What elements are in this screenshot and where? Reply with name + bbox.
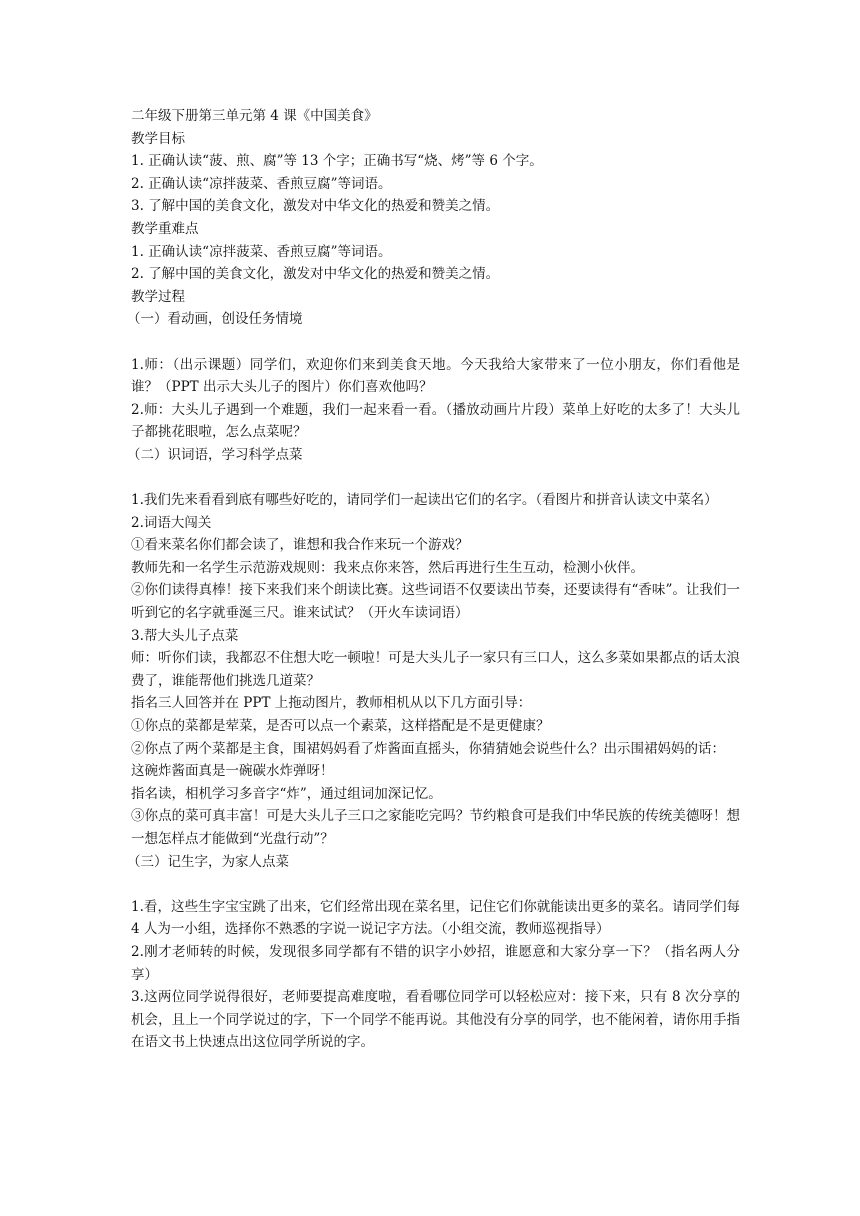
blank-line <box>131 467 740 490</box>
paragraph: 教师先和一名学生示范游戏规则：我来点你来答，然后再进行生生互动，检测小伙伴。 <box>131 559 644 576</box>
paragraph: 1.师：（出示课题）同学们，欢迎你们来到美食天地。今天我给大家带来了一位小朋友，你们看他是谁？（PPT 出示大头儿子的图片）你们喜欢他吗？ <box>131 356 740 396</box>
section-2-title: （二）识词语，学习科学点菜 <box>127 446 303 463</box>
section-3-title: （三）记生字，为家人点菜 <box>127 853 289 870</box>
heading-teaching-process: 教学过程 <box>131 288 185 305</box>
heading-teaching-goals: 教学目标 <box>131 130 185 147</box>
paragraph: ①你点的菜都是荤菜，是否可以点一个素菜，这样搭配是不是更健康？ <box>131 718 550 735</box>
paragraph: 师：听你们读，我都忍不住想大吃一顿啦！可是大头儿子一家只有三口人，这么多菜如果都点的话太浪费了，谁能帮他们挑选几道菜？ <box>131 650 740 689</box>
paragraph: 2.词语大闯关 <box>131 514 212 531</box>
key-point-item: 1. 正确认读“凉拌菠菜、香煎豆腐”等词语。 <box>131 243 392 260</box>
paragraph: 指名三人回答并在 PPT 上拖动图片，教师相机从以下几方面引导： <box>131 695 532 712</box>
paragraph: ①看来菜名你们都会读了，谁想和我合作来玩一个游戏？ <box>131 537 469 554</box>
paragraph: 3.帮大头儿子点菜 <box>131 627 239 644</box>
heading-key-points: 教学重难点 <box>131 220 199 237</box>
paragraph: ②你点了两个菜都是主食，围裙妈妈看了炸酱面直摇头，你猜猜她会说些什么？出示围裙妈妈的话： <box>131 740 725 757</box>
paragraph: 2.师：大头儿子遇到一个难题，我们一起来看一看。（播放动画片片段）菜单上好吃的太多了！大头儿子都挑花眼啦，怎么点菜呢？ <box>131 401 740 441</box>
document-page <box>127 105 740 1054</box>
goal-item: 2. 正确认读“凉拌菠菜、香煎豆腐”等词语。 <box>131 175 392 192</box>
paragraph: 指名读，相机学习多音字“炸”，通过组词加深记忆。 <box>131 785 442 802</box>
paragraph: 1.看，这些生字宝宝跳了出来，它们经常出现在菜名里，记住它们你就能读出更多的菜名。请同学们每 4 人为一小组，选择你不熟悉的字说一说记字方法。（小组交流，教师巡视指导） <box>131 898 740 938</box>
paragraph: ③你点的菜可真丰富！可是大头儿子三口之家能吃完吗？节约粮食可是我们中华民族的传统美德呀！想一想怎样点才能做到“光盘行动”？ <box>131 808 740 847</box>
paragraph: 1.我们先来看看到底有哪些好吃的，请同学们一起读出它们的名字。（看图片和拼音认读文中菜名） <box>131 492 718 509</box>
key-point-item: 2. 了解中国的美食文化，激发对中华文化的热爱和赞美之情。 <box>131 266 500 283</box>
paragraph: ②你们读得真棒！接下来我们来个朗读比赛。这些词语不仅要读出节奏，还要读得有“香味”。让我们一听到它的名字就垂涎三尺。谁来试试？（开火车读词语） <box>131 582 740 622</box>
goal-item: 3. 了解中国的美食文化，激发对中华文化的热爱和赞美之情。 <box>131 198 500 215</box>
section-1-title: （一）看动画，创设任务情境 <box>127 311 303 328</box>
goal-item: 1. 正确认读“菠、煎、腐”等 13 个字；正确书写“烧、烤”等 6 个字。 <box>131 153 543 170</box>
blank-line <box>131 331 740 354</box>
blank-line <box>131 873 740 896</box>
paragraph: 2.刚才老师转的时候，发现很多同学都有不错的识字小妙招，谁愿意和大家分享一下？（指名两人分享） <box>131 943 740 983</box>
paragraph: 3.这两位同学说得很好，老师要提高难度啦，看看哪位同学可以轻松应对：接下来，只有 8 次分享的机会，且上一个同学说过的字，下一个同学不能再说。其他没有分享的同学，也不能闲着，请你用手指在语文书上快速点出这位同学所说的字。 <box>131 989 740 1051</box>
lesson-title: 二年级下册第三单元第 4 课《中国美食》 <box>131 108 378 124</box>
paragraph: 这碗炸酱面真是一碗碳水炸弹呀！ <box>131 763 334 780</box>
